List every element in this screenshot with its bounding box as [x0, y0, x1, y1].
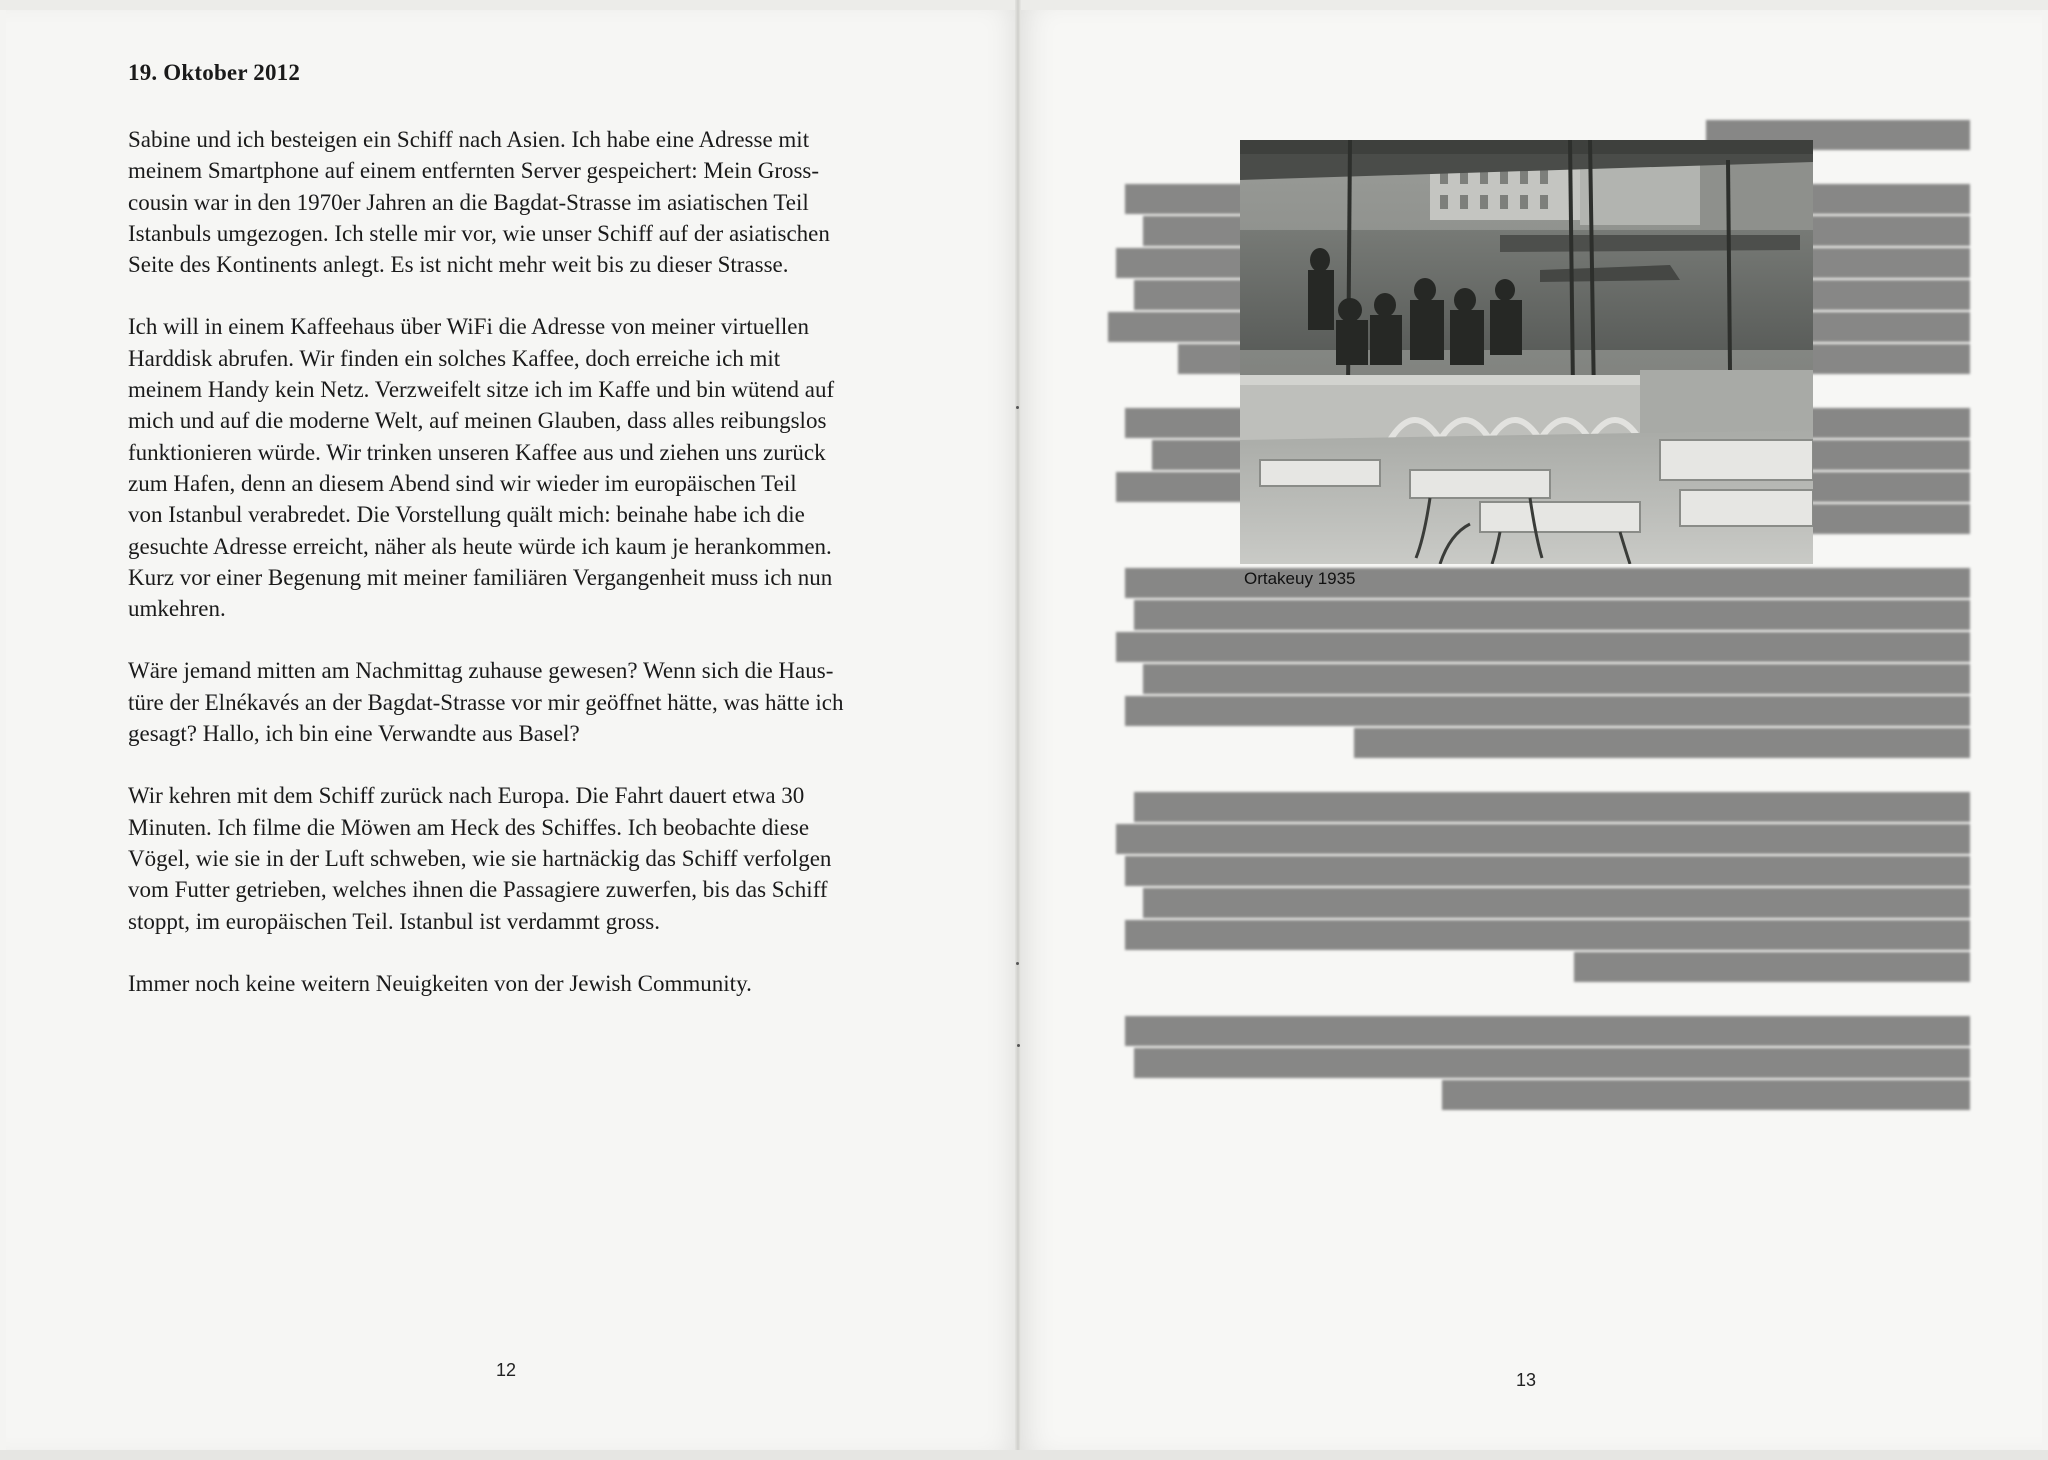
page-number-left: 12 — [496, 1360, 517, 1380]
paper-edge-bottom — [0, 1450, 2048, 1460]
paragraph: Immer noch keine weitern Neuigkeiten von der Jewish Community. — [128, 970, 752, 996]
paper-speck — [1016, 962, 1019, 965]
paper-speck — [1017, 1044, 1020, 1047]
book-gutter — [1015, 0, 1021, 1460]
historic-photograph — [1240, 140, 1813, 564]
sepia-photograph-icon — [1240, 140, 1813, 564]
body-text — [128, 124, 948, 1030]
paragraph: Wir kehren mit dem Schiff zurück nach Europa. Die Fahrt dauert etwa 30 Minuten. Ich filme die Möwen am Heck des Schiffes. Ich beobachte diese Vögel, wie sie in der Luft schweben, wie sie hartnäckig das Schiff verfolgen vom Futter getrieben, welches ihnen die Passagiere zuwerfen, bis das Schiff stoppt, im europäischen Teil. Istanbul ist verdammt gross. — [128, 783, 832, 934]
page-number-right: 13 — [1516, 1370, 1537, 1390]
paper-speck — [1016, 406, 1019, 409]
paragraph: Ich will in einem Kaffeehaus über WiFi die Adresse von meiner virtuellen Harddisk abrufen. Wir finden ein solches Kaffee, doch erreiche ich mit meinem Handy kein Netz. Verzweifelt sitze ich im Kaffe und bin wütend auf mich und auf die moderne Welt, auf meinen Glauben, dass alles reibungslos funktionieren würde. Wir trinken unseren Kaffee aus und ziehen uns zurück zum Hafen, denn an diesem Abend sind wir wieder im europäischen Teil von Istanbul verabredet. Die Vorstellung quält mich: beinahe habe ich die gesuchte Adresse erreicht, näher als heute würde ich kaum je herankommen. Kurz vor einer Begenung mit meiner familiären Vergangenheit muss ich nun umkehren. — [128, 314, 835, 622]
paper-edge-top — [0, 0, 2048, 10]
paragraph: Wäre jemand mitten am Nachmittag zuhause gewesen? Wenn sich die Haus- türe der Elnékavés an der Bagdat-Strasse vor mir geöffnet hätte, was hätte ich gesagt? Hallo, ich bin eine Verwandte aus Basel? — [128, 658, 844, 747]
photo-caption: Ortakeuy 1935 — [1244, 569, 1356, 588]
paragraph: Sabine und ich besteigen ein Schiff nach Asien. Ich habe eine Adresse mit meinem Smartphone auf einem entfernten Server gespeichert: Mein Gross- cousin war in den 1970er Jahren an die Bagdat-Strasse im asiatischen Teil Istanbuls umgezogen. Ich stelle mir vor, wie unser Schiff auf der asiatischen Seite des Kontinents anlegt. Es ist nicht mehr weit bis zu dieser Strasse. — [128, 127, 830, 278]
date-heading: 19. Oktober 2012 — [128, 60, 301, 85]
